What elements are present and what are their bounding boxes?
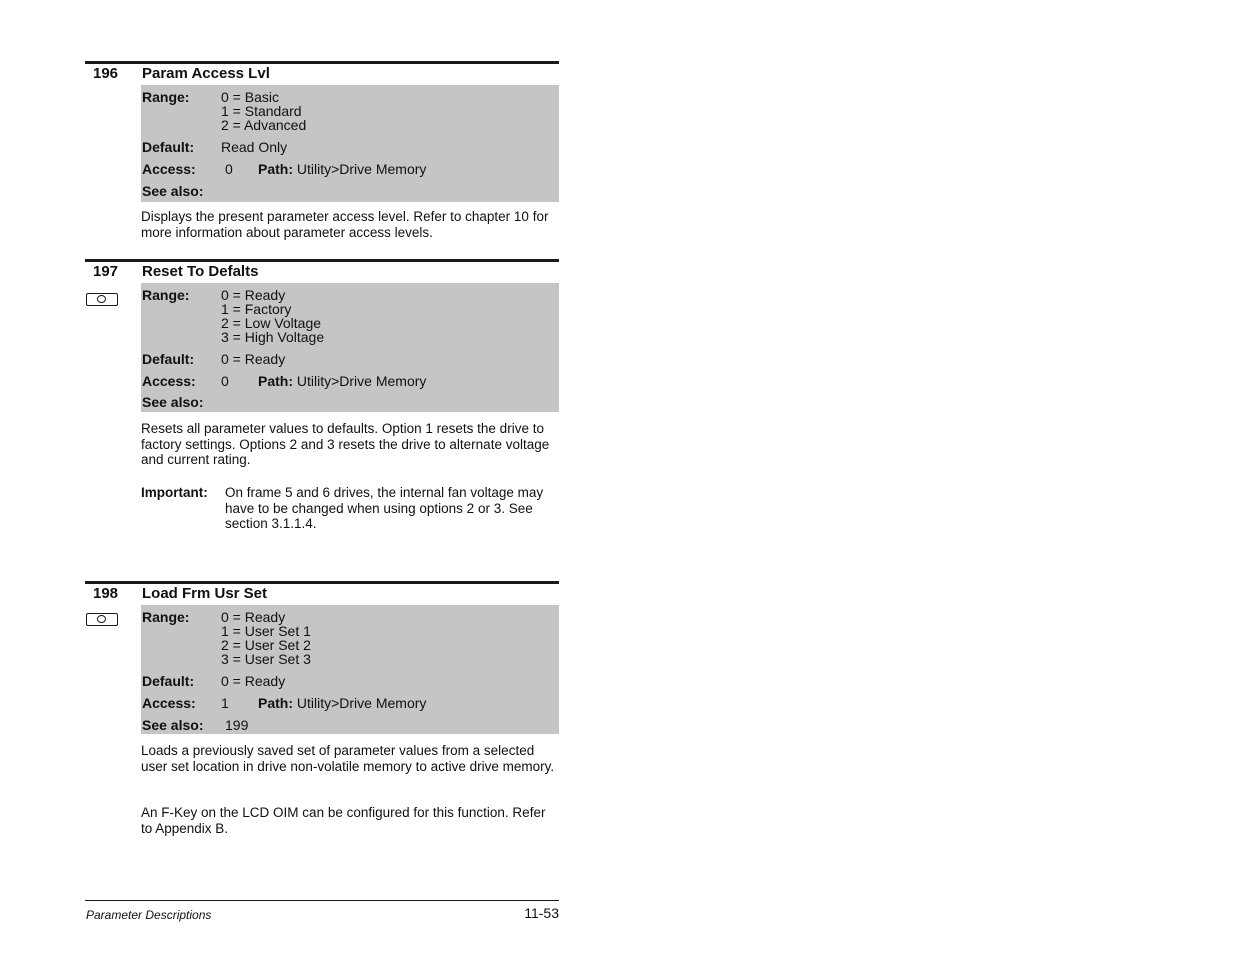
important-note: On frame 5 and 6 drives, the internal fan voltage may have to be changed when using options 2 or 3. See section 3.1.1.4. — [225, 485, 544, 532]
see-also-label: See also: — [142, 183, 204, 199]
access-label: Access: — [142, 695, 196, 711]
parameter-name: Reset To Defalts — [142, 263, 259, 280]
path-label: Path: — [258, 695, 293, 711]
default-value: 0 = Ready — [221, 351, 286, 367]
parameter-description: Resets all parameter values to defaults. Option 1 resets the drive to factory settings. Options 2 and 3 resets the drive to alternate voltage and current rating. — [141, 421, 550, 468]
footer-divider — [85, 900, 559, 901]
path — [258, 373, 426, 389]
parameter-info-box — [141, 283, 559, 412]
see-also-label: See also: — [142, 717, 204, 733]
range-value-0: 0 = Ready — [221, 609, 286, 625]
range-value-0: 0 = Ready — [221, 287, 286, 303]
path — [258, 161, 426, 177]
access-value: 1 — [221, 695, 229, 711]
path-label: Path: — [258, 373, 293, 389]
default-label: Default: — [142, 139, 195, 155]
stop-drive-icon — [86, 293, 118, 306]
parameter-description: Loads a previously saved set of parameter values from a selected user set location in drive non-volatile memory to active drive memory. — [141, 743, 555, 774]
range-value-1: 1 = Standard — [221, 103, 302, 119]
range-value-2: 2 = User Set 2 — [221, 637, 311, 653]
range-value-1: 1 = Factory — [221, 301, 292, 317]
range-value-0: 0 = Basic — [221, 89, 279, 105]
parameter-number: 197 — [93, 263, 119, 280]
access-label: Access: — [142, 373, 196, 389]
parameter-info-box — [141, 85, 559, 202]
range-value-3: 3 = High Voltage — [221, 329, 325, 345]
stop-drive-icon — [86, 613, 118, 626]
parameter-name: Param Access Lvl — [142, 65, 270, 82]
parameter-info-box — [141, 605, 559, 734]
parameter-description: Displays the present parameter access level. Refer to chapter 10 for more information about parameter access levels. — [141, 209, 549, 240]
range-value-2: 2 = Low Voltage — [221, 315, 322, 331]
see-also-label: See also: — [142, 394, 204, 410]
divider — [85, 259, 559, 262]
divider — [85, 581, 559, 584]
range-value-3: 3 = User Set 3 — [221, 651, 311, 667]
access-value: 0 — [225, 161, 233, 177]
default-label: Default: — [142, 351, 195, 367]
range-value-1: 1 = User Set 1 — [221, 623, 311, 639]
page-number: 11-53 — [524, 905, 559, 921]
parameter-description-2: An F-Key on the LCD OIM can be configured for this function. Refer to Appendix B. — [141, 805, 546, 836]
range-value-2: 2 = Advanced — [221, 117, 307, 133]
range-label: Range: — [142, 609, 190, 625]
parameter-number: 196 — [93, 65, 119, 82]
path — [258, 695, 426, 711]
path-value: Utility>Drive Memory — [296, 695, 427, 711]
path-value: Utility>Drive Memory — [296, 373, 427, 389]
default-value: Read Only — [221, 139, 288, 155]
divider — [85, 61, 559, 64]
range-label: Range: — [142, 287, 190, 303]
parameter-number: 198 — [93, 585, 119, 602]
default-label: Default: — [142, 673, 195, 689]
range-label: Range: — [142, 89, 190, 105]
footer-section-title: Parameter Descriptions — [86, 908, 212, 922]
default-value: 0 = Ready — [221, 673, 286, 689]
access-label: Access: — [142, 161, 196, 177]
parameter-name: Load Frm Usr Set — [142, 585, 268, 602]
access-value: 0 — [221, 373, 229, 389]
path-label: Path: — [258, 161, 293, 177]
important-label: Important: — [141, 485, 208, 500]
path-value: Utility>Drive Memory — [296, 161, 427, 177]
see-also-value: 199 — [225, 717, 249, 733]
